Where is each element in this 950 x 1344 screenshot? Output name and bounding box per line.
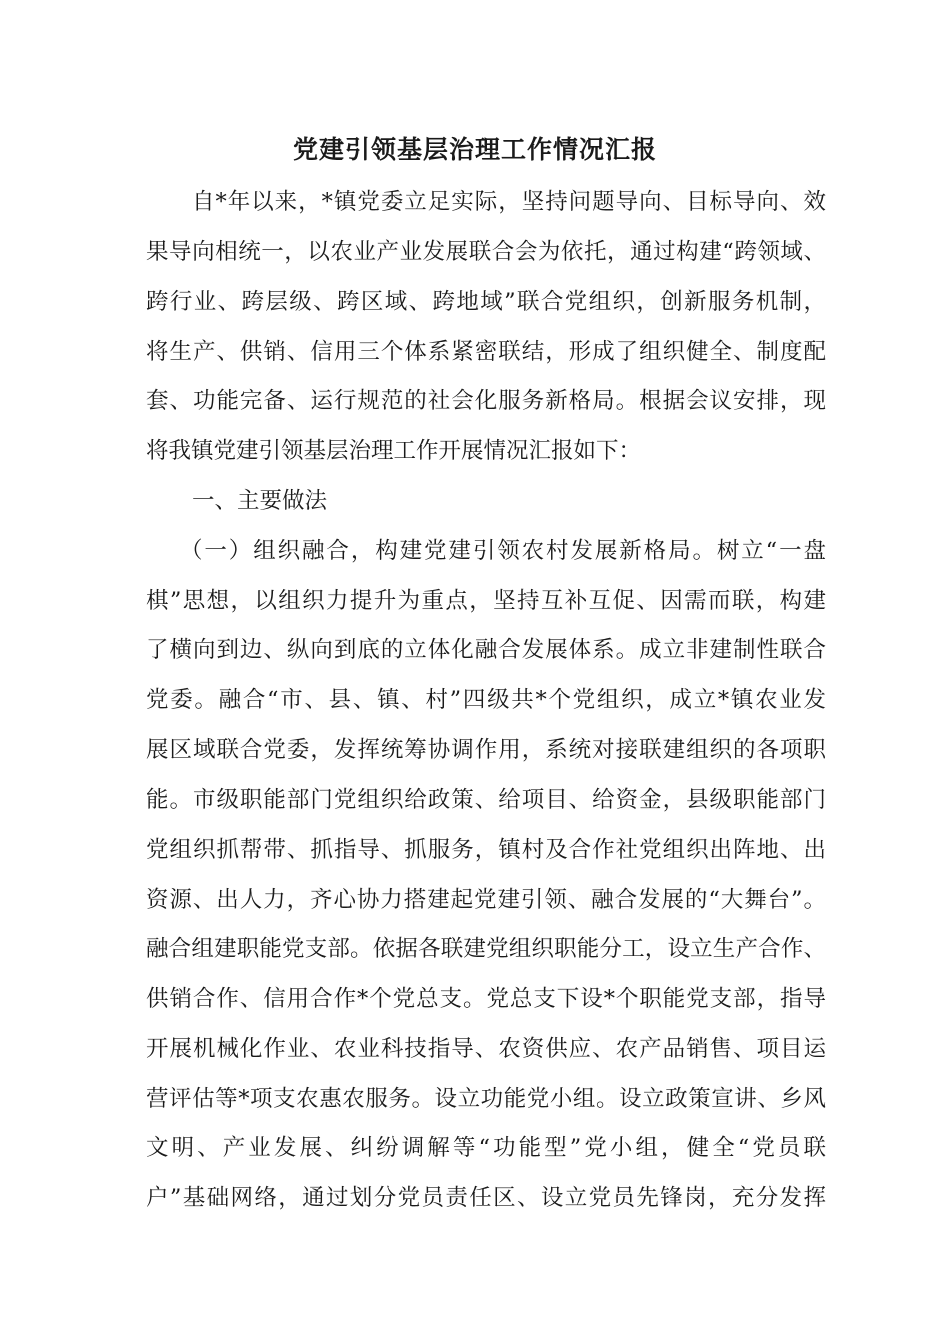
body-line: 党组织抓帮带、抓指导、抓服务，镇村及合作社党组织出阵地、出 [146,837,826,863]
body-line: 文明、产业发展、纠纷调解等“功能型”党小组，健全“党员联 [146,1135,826,1161]
body-line: 营评估等*项支农惠农服务。设立功能党小组。设立政策宣讲、乡风 [146,1086,826,1112]
intro-line: 套、功能完备、运行规范的社会化服务新格局。根据会议安排，现 [146,388,826,414]
body-line: 展区域联合党委，发挥统筹协调作用，系统对接联建组织的各项职 [146,737,826,763]
body-line: 了横向到边、纵向到底的立体化融合发展体系。成立非建制性联合 [146,637,826,663]
body-line: 党委。融合“市、县、镇、村”四级共*个党组织，成立*镇农业发 [146,687,826,713]
body-line: 供销合作、信用合作*个党总支。党总支下设*个职能党支部，指导 [146,986,826,1012]
intro-line: 自*年以来，*镇党委立足实际，坚持问题导向、目标导向、效 [192,189,826,215]
body-line: 融合组建职能党支部。依据各联建党组织职能分工，设立生产合作、 [146,936,826,962]
intro-line: 跨行业、跨层级、跨区域、跨地域”联合党组织，创新服务机制， [146,289,826,315]
intro-line: 将我镇党建引领基层治理工作开展情况汇报如下： [146,438,642,464]
body-line: 资源、出人力，齐心协力搭建起党建引领、融合发展的“大舞台”。 [146,887,826,913]
body-line: 户”基础网络，通过划分党员责任区、设立党员先锋岗，充分发挥 [146,1185,826,1211]
body-line: 棋”思想，以组织力提升为重点，坚持互补互促、因需而联，构建 [146,588,826,614]
intro-line: 将生产、供销、信用三个体系紧密联结，形成了组织健全、制度配 [146,339,826,365]
document-title: 党建引领基层治理工作情况汇报 [292,135,657,164]
section-heading: 一、主要做法 [192,488,328,514]
intro-line: 果导向相统一，以农业产业发展联合会为依托，通过构建“跨领域、 [146,239,826,265]
body-line: （一）组织融合，构建党建引领农村发展新格局。树立“一盘 [180,538,826,564]
body-line: 开展机械化作业、农业科技指导、农资供应、农产品销售、项目运 [146,1036,826,1062]
body-line: 能。市级职能部门党组织给政策、给项目、给资金，县级职能部门 [146,787,826,813]
